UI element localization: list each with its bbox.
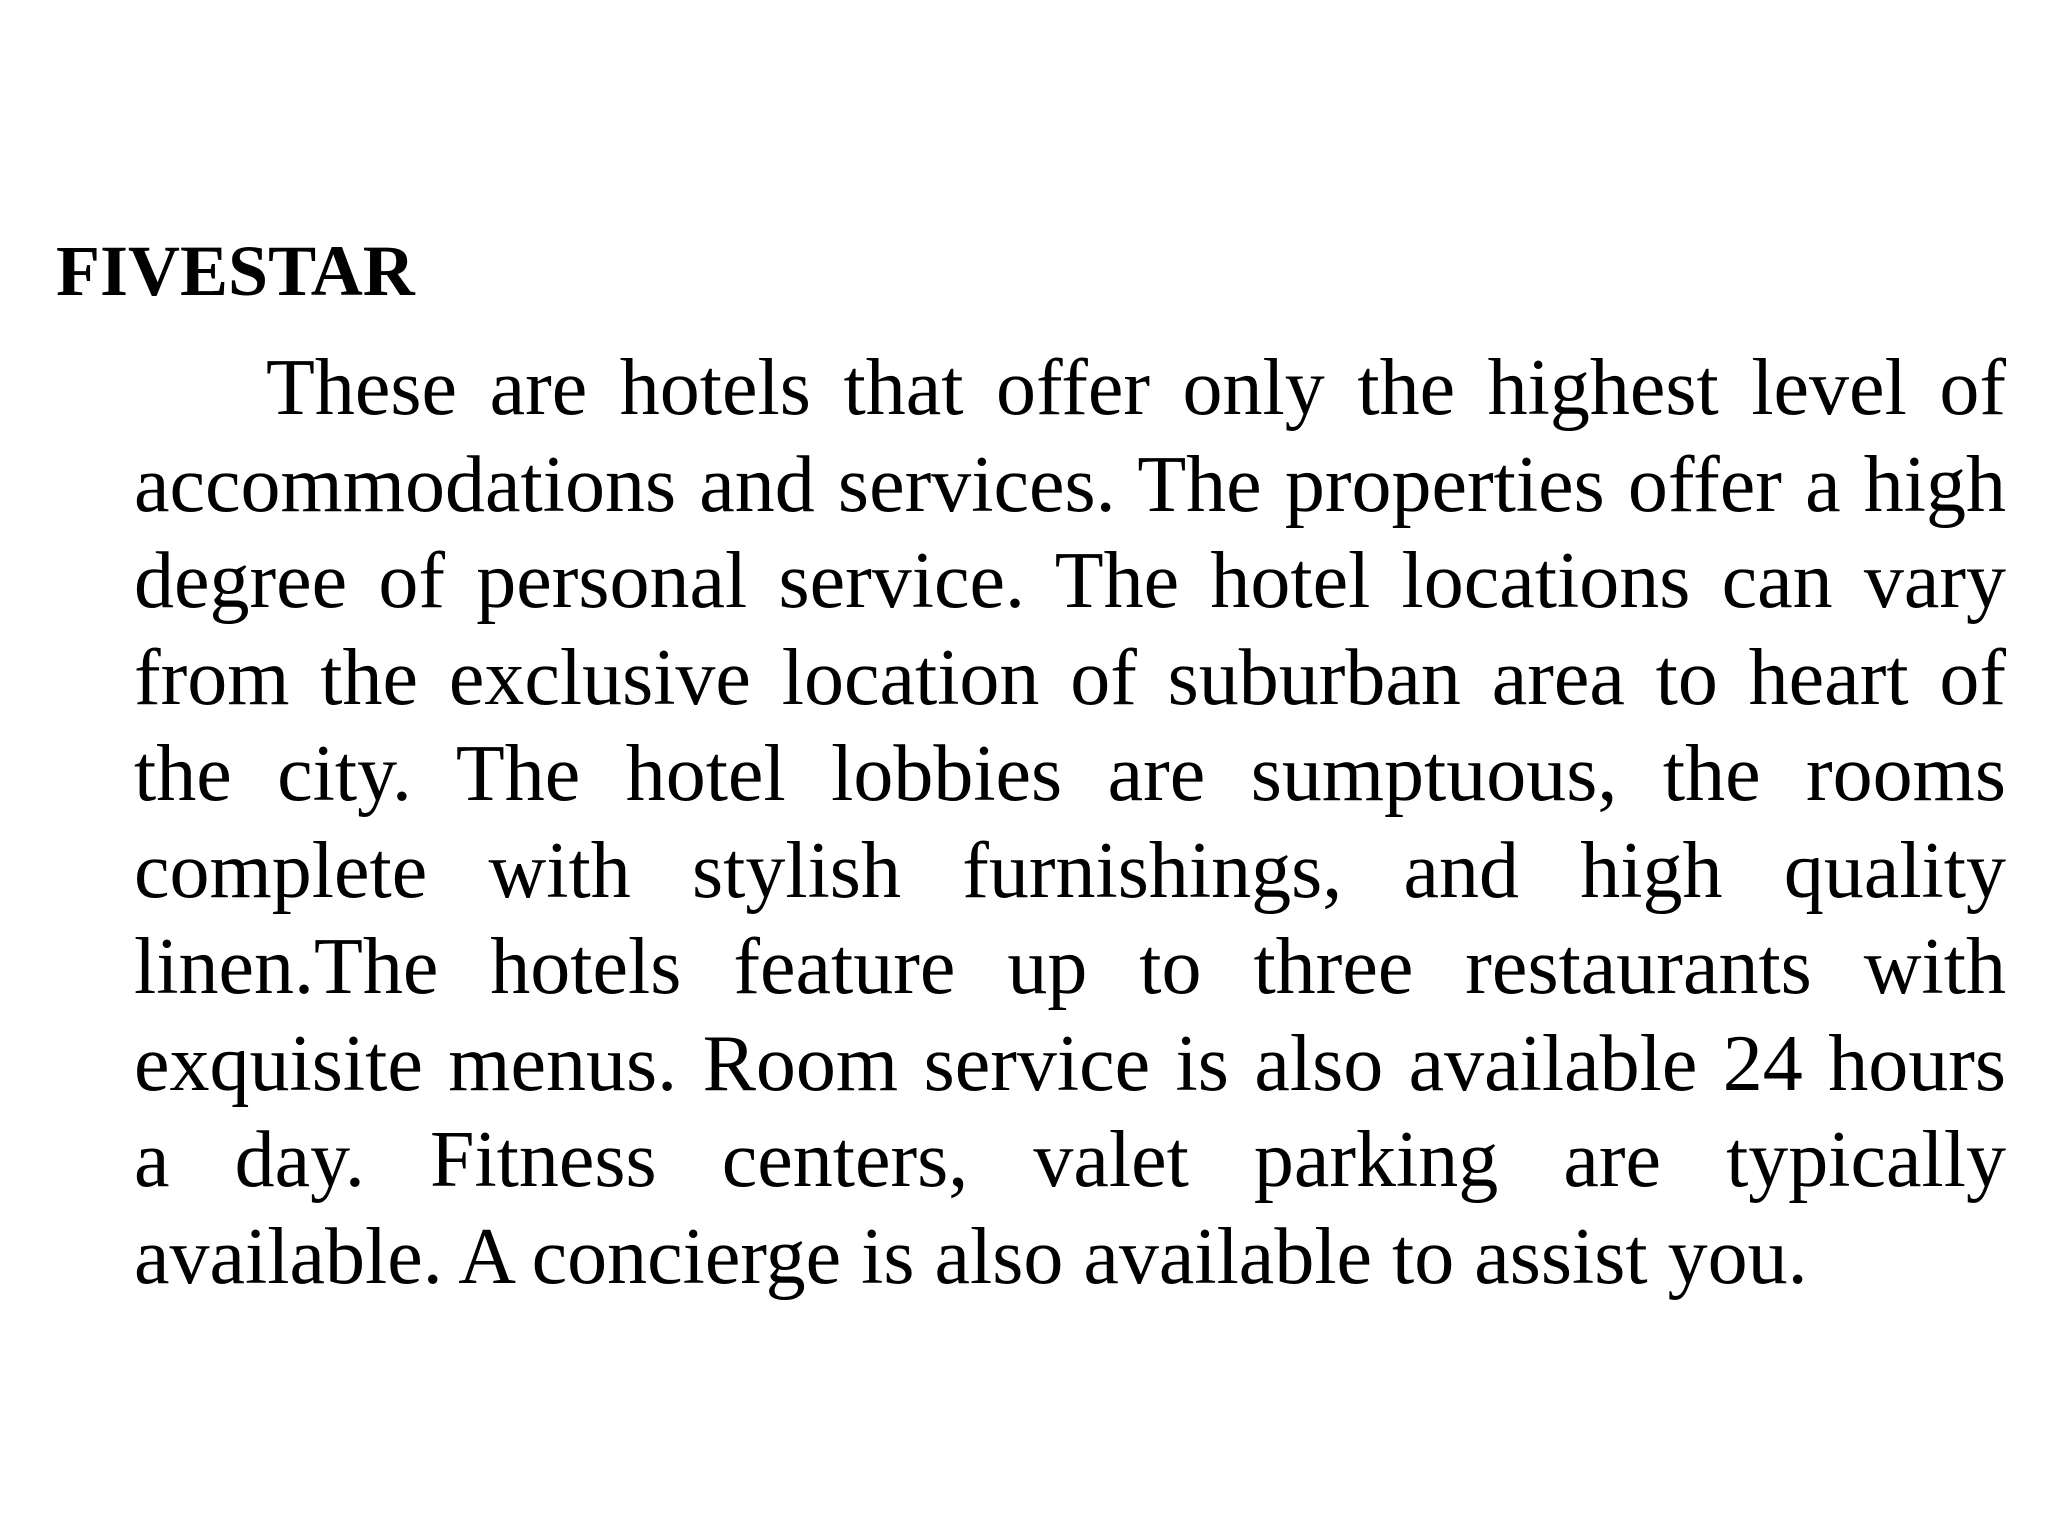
- body-paragraph: These are hotels that offer only the highest level of accommodations and services. The properties offer a high degree of personal service. The hotel locations can vary from the exclusive location of suburban area to heart of the city. The hotel lobbies are sumptuous, the rooms complete with stylish furnishings, and high quality linen.The hotels feature up to three restaurants with exquisite menus. Room service is also available 24 hours a day. Fitness centers, valet parking are typically available. A concierge is also available to assist you.: [134, 344, 2006, 1301]
- section-heading: FIVESTAR: [56, 231, 415, 311]
